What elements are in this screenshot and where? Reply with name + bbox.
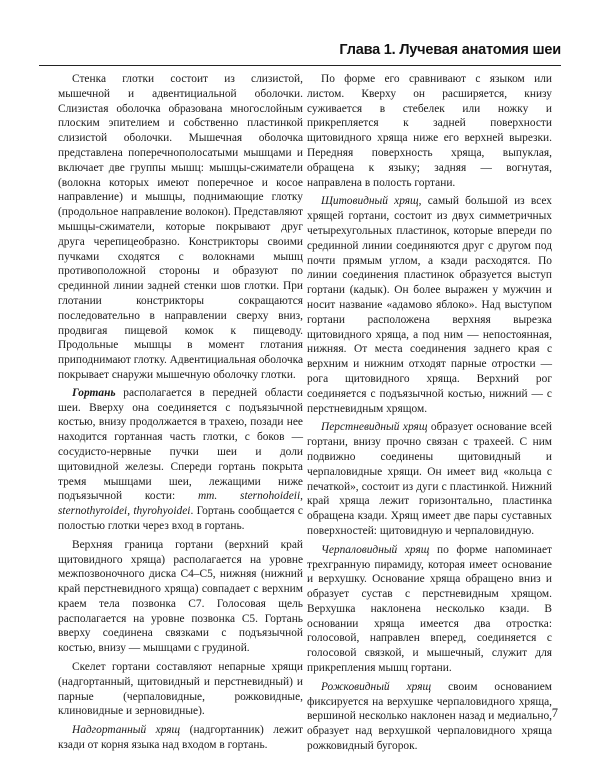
paragraph (307, 72, 552, 190)
text-run: располагается в передней области шеи. Вверху она соединяется с подъязычной костью, внизу продолжается в трахею, позади нее находится гортанная часть глотки, с боков — сосудисто-нервные пучки шеи и доли щитовидной железы. Спереди гортань покрыта тремя мышцами шеи, лежащими ниже подъязычной кости: (58, 386, 303, 503)
right-column (307, 72, 552, 757)
paragraph (307, 420, 552, 538)
running-header (39, 38, 561, 70)
text-run: (надгортанник) лежит кзади от корня языка над входом в гортань. (58, 724, 303, 752)
paragraph (58, 538, 303, 656)
term: mm. sternohoideii (197, 490, 301, 503)
text-run: по форме напоминает трехгранную пирамиду, которая имеет основание и верхушку. Основание хряща обращено вниз и образует сустав с перстневидным хрящом. Верхушка наклонена несколько кзади. В основании хряща имеется два отростка: голосовой, направлен вперед, соединяется с голосовой связкой, и мышечный, служит для прикрепления мышц гортани. (307, 543, 552, 675)
paragraph (58, 72, 303, 383)
text-run: своим основанием фиксируется на верхушке черпаловидного хряща, вершиной несколько наклонен назад и медиально, образует над верхушкой черпаловидного хряща рожковидный бугорок. (307, 680, 552, 753)
paragraph (58, 386, 303, 534)
term: Надгортанный хрящ (72, 724, 181, 737)
paragraph (307, 543, 552, 676)
page-number: 7 (551, 706, 558, 720)
text-run: образует основание всей гортани, внизу прочно связан с трахеей. С ним подвижно соединены щитовидный и черпаловидные хрящи. Он имеет вид «кольца с печаткой», состоит из дуги с пластинкой. Нижний край хряща лежит горизонтально, пластинка обращена кзади. Хрящ имеет две пары суставных поверхностей: щитовидную и черпаловидную. (307, 421, 552, 537)
text-run: , (300, 490, 303, 503)
term: Рожковидный хрящ (321, 680, 432, 693)
text-run: По форме его сравнивают с языком или листом. Кверху он расширяется, книзу суживается в стебелек или ножку и прикрепляется к задней поверхности щитовидного хряща ниже его верхней вырезки. Передняя поверхность хряща, выпуклая, обращена к языку; задняя — вогнутая, направлена в полость гортани. (307, 73, 552, 189)
term: thyrohyoidei (133, 505, 191, 518)
header-rule (39, 65, 561, 66)
text-run: , самый большой из всех хрящей гортани, состоит из двух симметричных четырехугольных пластинок, которые впереди по срединной линии соединяются друг с другом под почти прямым углом, а кзади расходятся. По линии соединения пластинок образуется выступ гортани (кадык). Он более выражен у мужчин и носит название «адамово яблоко». Над выступом гортани расположена верхняя вырезка щитовидного хряща, а под ним — непостоянная, нижняя. От места соединения заднего края с верхним и нижним отходят парные отростки — рога щитовидного хряща. Верхний рог соединяется с подъязычной костью, нижний — с перстневидным хрящом. (307, 195, 552, 415)
left-column (58, 72, 303, 756)
chapter-title: Глава 1. Лучевая анатомия шеи (339, 42, 561, 58)
text-run: Скелет гортани составляют непарные хрящи (надгортанный, щитовидный и перстневидный) и парные (черпаловидные, рожковидные, клиновидные и зерновидные). (58, 661, 303, 718)
term: Гортань (72, 386, 116, 399)
text-run: . Гортань сообщается с полостью глотки через вход в гортань. (58, 505, 303, 532)
text-run: , (127, 505, 134, 518)
term: Перстневидный хрящ (321, 421, 428, 434)
text-run: Верхняя граница гортани (верхний край щитовидного хряща) располагается на уровне межпозвоночного диска C4–C5, нижняя (нижний край перстневидного хряща) совпадает с верхним краем тела позвонка C7. Голосовая щель располагается на уровне позвонка C5. Гортань вверху соединена связками с подъязычной костью, внизу — мышцами с грудиной. (58, 538, 303, 655)
term: Черпаловидный хрящ (321, 543, 430, 556)
paragraph (307, 194, 552, 416)
paragraph (58, 723, 303, 753)
paragraph (58, 660, 303, 719)
term: Щитовидный хрящ (321, 195, 419, 208)
term: sternothyroidei (58, 505, 128, 518)
text-run: Стенка глотки состоит из слизистой, мышечной и адвентициальной оболочки. Слизистая оболочка образована многослойным плоским эпителием и собственно пластинкой слизистой оболочки. Мышечная оболочка представлена поперечнополосатыми мышцами и включает две группы мышц: мышцы-сжиматели (волокна которых имеют поперечное и косое направление) и мышцы, поднимающие глотку (продольное направление волокон). Представляют мышцы-сжиматели, которые покрывают друг друга черепицеобразно. Констрикторы своими пучками сходятся с волокнами мышц противоположной стороны и образуют по срединной линии задней стенки шов глотки. При глотании констрикторы сокращаются последовательно в направлении сверху вниз, продвигая пищевой комок к пищеводу. Продольные мышцы в момент глотания приподнимают глотку. Адвентициальная оболочка покрывает снаружи мышечную оболочку глотки. (58, 73, 303, 381)
paragraph (307, 680, 552, 754)
